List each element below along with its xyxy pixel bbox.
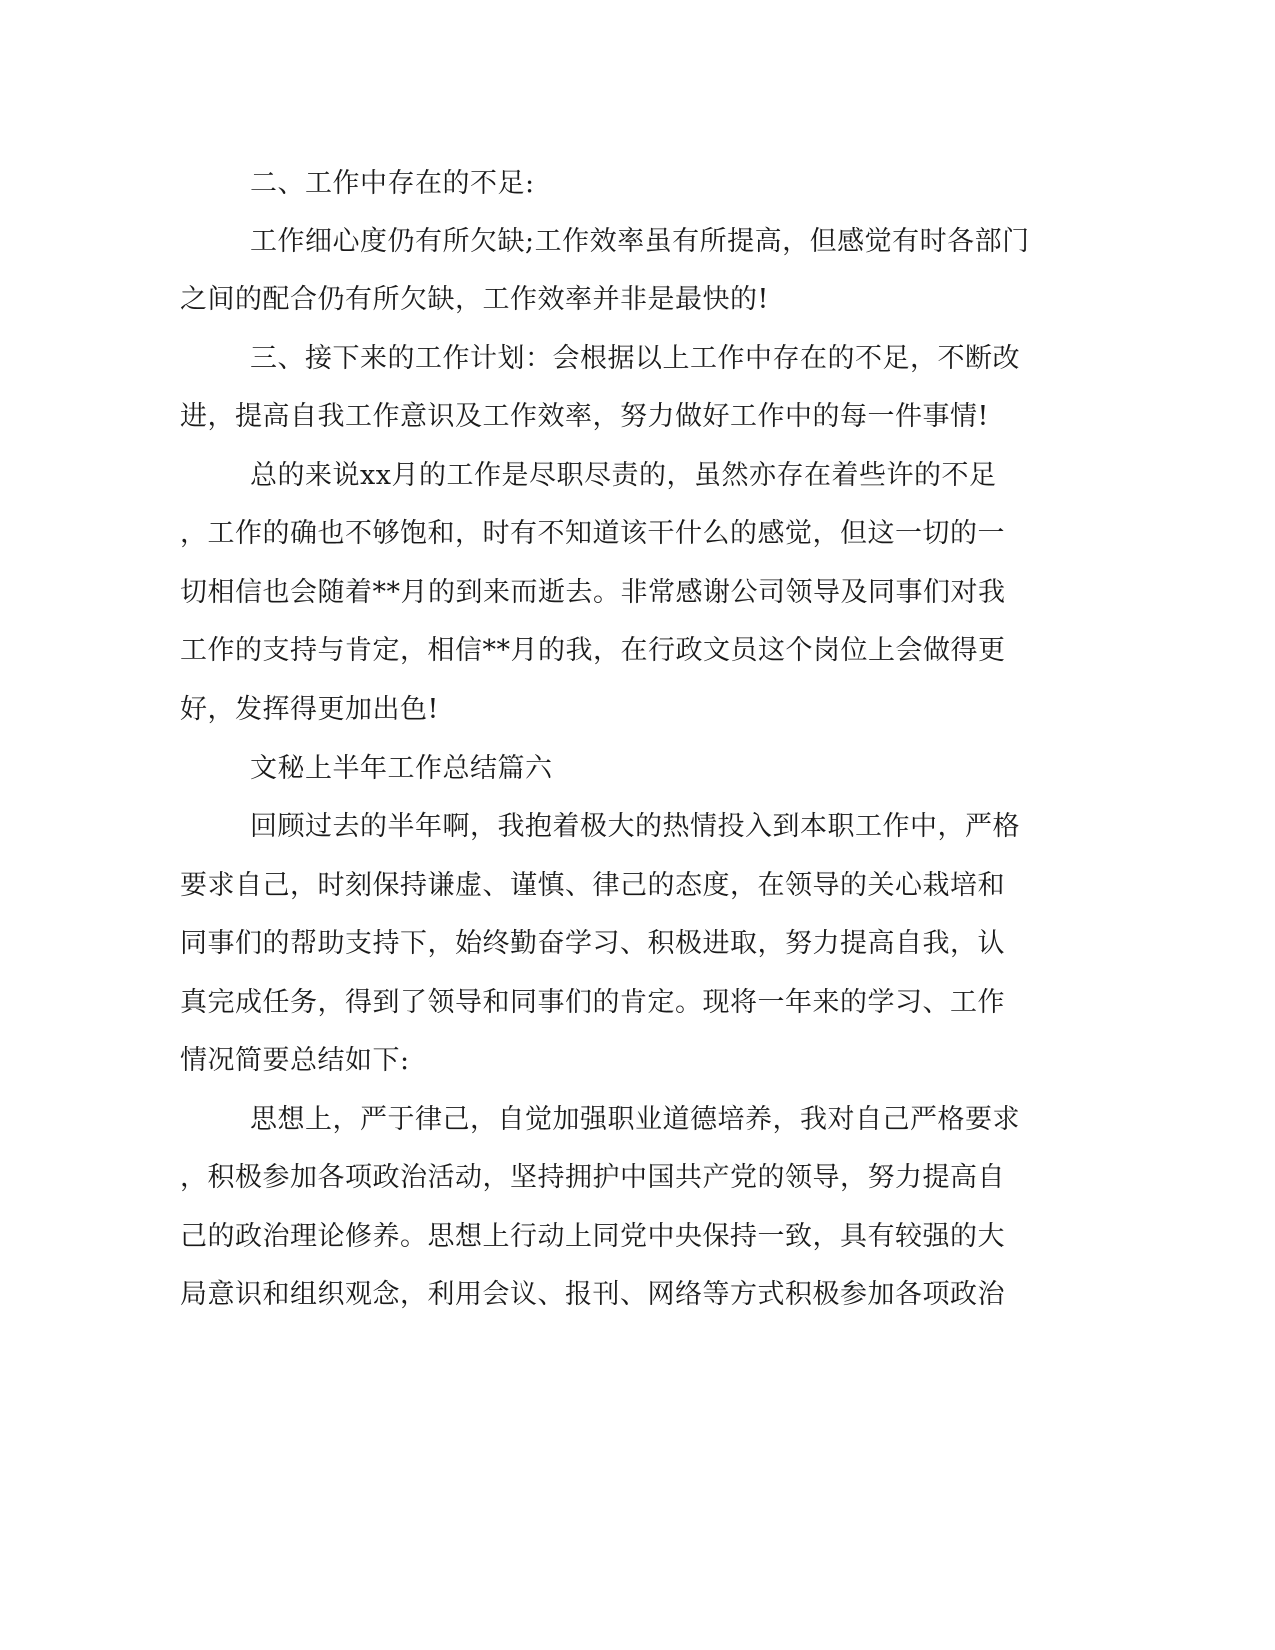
- paragraph-line: 好，发挥得更加出色!: [180, 694, 439, 725]
- paragraph-line: 工作的支持与肯定，相信**月的我，在行政文员这个岗位上会做得更: [180, 635, 1006, 666]
- paragraph-line: 进，提高自我工作意识及工作效率，努力做好工作中的每一件事情!: [180, 401, 989, 432]
- paragraph-line: 同事们的帮助支持下，始终勤奋学习、积极进取，努力提高自我，认: [180, 928, 1005, 959]
- paragraph-line: 思想上，严于律己，自觉加强职业道德培养，我对自己严格要求: [250, 1104, 1020, 1135]
- paragraph-line: ，积极参加各项政治活动，坚持拥护中国共产党的领导，努力提高自: [180, 1162, 1005, 1193]
- paragraph-line: 真完成任务，得到了领导和同事们的肯定。现将一年来的学习、工作: [180, 987, 1005, 1018]
- paragraph-line: ，工作的确也不够饱和，时有不知道该干什么的感觉，但这一切的一: [180, 518, 1005, 549]
- paragraph-line: 情况简要总结如下:: [180, 1045, 410, 1076]
- paragraph-line: 工作细心度仍有所欠缺;工作效率虽有所提高，但感觉有时各部门: [250, 226, 1030, 257]
- heading-shortcomings: 二、工作中存在的不足:: [250, 168, 535, 199]
- paragraph-line: 己的政治理论修养。思想上行动上同党中央保持一致，具有较强的大: [180, 1221, 1005, 1252]
- paragraph-line: 切相信也会随着**月的到来而逝去。非常感谢公司领导及同事们对我: [180, 577, 1006, 608]
- paragraph-line: 回顾过去的半年啊，我抱着极大的热情投入到本职工作中，严格: [250, 811, 1020, 842]
- paragraph-line: 三、接下来的工作计划：会根据以上工作中存在的不足，不断改: [250, 343, 1020, 374]
- paragraph-line: 局意识和组织观念，利用会议、报刊、网络等方式积极参加各项政治: [180, 1279, 1005, 1310]
- section-title: 文秘上半年工作总结篇六: [250, 753, 553, 784]
- paragraph-line: 总的来说xx月的工作是尽职尽责的，虽然亦存在着些许的不足: [250, 460, 997, 491]
- paragraph-line: 要求自己，时刻保持谦虚、谨慎、律己的态度，在领导的关心栽培和: [180, 870, 1005, 901]
- paragraph-line: 之间的配合仍有所欠缺，工作效率并非是最快的!: [180, 284, 769, 315]
